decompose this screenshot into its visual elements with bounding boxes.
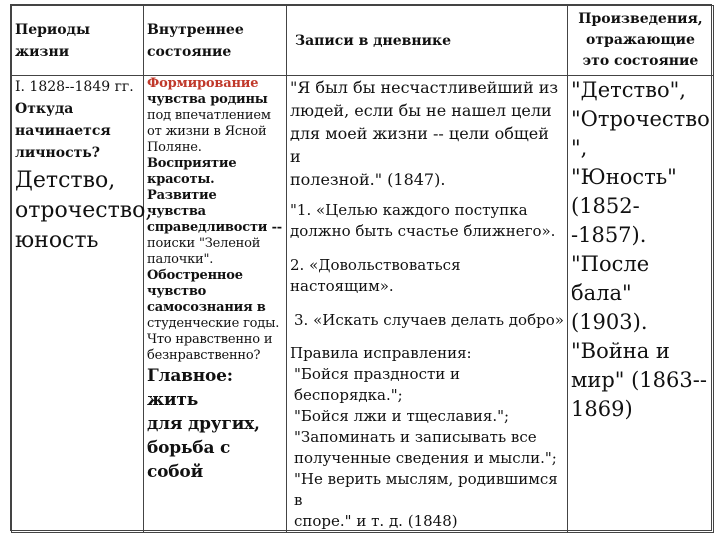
cell-period bbox=[12, 76, 153, 533]
works-line: "Юность" bbox=[571, 165, 677, 189]
period-question-line-3: личность? bbox=[15, 145, 100, 161]
diary-rule-1 bbox=[290, 200, 564, 242]
life-periods-table-frame bbox=[10, 4, 712, 531]
period-years: I. 1828--1849 гг. bbox=[15, 79, 134, 95]
works-line: "Детство", bbox=[571, 78, 686, 102]
content-row bbox=[12, 76, 714, 533]
works-line: "Война и bbox=[571, 339, 670, 363]
main-idea-line-2: для других, bbox=[147, 414, 260, 434]
header-inner-state bbox=[144, 6, 287, 76]
formation-heading: Формирование bbox=[147, 76, 259, 91]
header-periods-line-1: Периоды bbox=[15, 21, 91, 38]
cell-works bbox=[568, 76, 714, 533]
diary-rule-item-line: "Бойся праздности и беспорядка."; bbox=[294, 365, 461, 404]
period-question-line-2: начинается bbox=[15, 123, 111, 139]
inner-state-line: Что нравственно и bbox=[147, 332, 273, 347]
main-idea-line-1: Главное: жить bbox=[147, 366, 233, 410]
period-stage-1: Детство, bbox=[15, 168, 116, 193]
life-periods-table bbox=[11, 5, 714, 533]
inner-state-line: красоты. Развитие bbox=[147, 172, 217, 203]
inner-state-line: под впечатлением bbox=[147, 108, 271, 123]
inner-state-line: от жизни в Ясной bbox=[147, 124, 267, 139]
inner-state-line: справедливости -- bbox=[147, 220, 282, 235]
header-diary bbox=[287, 6, 568, 76]
diary-rule-item-line: "Бойся лжи и тщеславия."; bbox=[294, 407, 510, 425]
diary-quote-line-4: полезной." (1847). bbox=[290, 170, 446, 189]
inner-state-line: чувства родины bbox=[147, 92, 268, 107]
period-stages bbox=[15, 166, 153, 256]
diary-rules-title: Правила исправления: bbox=[290, 344, 472, 362]
diary-rule-2: 2. «Довольствоваться настоящим». bbox=[290, 256, 461, 295]
diary-rule-item-line: "Не верить мыслям, родившимся в bbox=[294, 470, 558, 509]
inner-state-line: Обостренное bbox=[147, 268, 243, 283]
period-stage-3: юность bbox=[15, 228, 99, 253]
inner-state-line: самосознания в bbox=[147, 300, 266, 315]
inner-state-line: палочки". bbox=[147, 252, 214, 267]
header-row bbox=[12, 6, 714, 76]
cell-inner-state bbox=[144, 76, 287, 533]
diary-quote-line-3: для моей жизни -- цели общей и bbox=[290, 124, 549, 166]
header-inner-state-line-2: состояние bbox=[147, 43, 232, 60]
inner-state-line: поиски "Зеленой bbox=[147, 236, 261, 251]
diary-quote-line-2: людей, если бы не нашел цели bbox=[290, 101, 552, 120]
diary-quote-line-1: "Я был бы несчастливейший из bbox=[290, 78, 559, 97]
works-line: ", bbox=[571, 136, 588, 160]
diary-rule-item-line: споре." и т. д. (1848) bbox=[294, 512, 458, 530]
diary-rule-3: 3. «Искать случаев делать добро» bbox=[294, 311, 564, 329]
header-inner-state-line-1: Внутреннее bbox=[147, 21, 244, 38]
inner-state-line: студенческие годы. bbox=[147, 316, 280, 331]
cell-diary bbox=[287, 76, 568, 533]
inner-state-line: безнравственно? bbox=[147, 348, 261, 363]
period-stage-2: отрочество, bbox=[15, 198, 153, 223]
diary-rule-item-line: полученные сведения и мысли."; bbox=[294, 449, 557, 467]
header-works-line-2: отражающие bbox=[586, 32, 695, 48]
header-periods-line-2: жизни bbox=[15, 43, 70, 60]
period-question-line-1: Откуда bbox=[15, 101, 74, 117]
inner-state-line: чувства bbox=[147, 204, 206, 219]
header-works-line-1: Произведения, bbox=[578, 11, 703, 27]
diary-rules-list bbox=[290, 364, 564, 532]
diary-rule-1-line-1: "1. «Целью каждого поступка bbox=[290, 201, 528, 219]
header-works-line-3: это состояние bbox=[582, 53, 699, 69]
header-periods bbox=[12, 6, 144, 76]
diary-rule-item-line: "Запоминать и записывать все bbox=[294, 428, 537, 446]
header-works bbox=[568, 6, 714, 76]
diary-rule-1-line-2: должно быть счастье ближнего». bbox=[290, 222, 556, 240]
works-list bbox=[571, 76, 710, 424]
works-line: "После bbox=[571, 252, 650, 276]
works-line: бала" (1903). bbox=[571, 281, 648, 334]
works-line: "Отрочество bbox=[571, 107, 710, 131]
main-idea-line-3: борьба с собой bbox=[147, 438, 231, 482]
inner-state-lines bbox=[147, 92, 283, 364]
header-diary-line-1: Записи в дневнике bbox=[295, 32, 452, 49]
works-line: 1869) bbox=[571, 397, 633, 421]
works-line: (1852--1857). bbox=[571, 194, 647, 247]
inner-state-line: Поляне. bbox=[147, 140, 202, 155]
works-line: мир" (1863-- bbox=[571, 368, 707, 392]
inner-state-line: Восприятие bbox=[147, 156, 237, 171]
inner-state-line: чувство bbox=[147, 284, 207, 299]
